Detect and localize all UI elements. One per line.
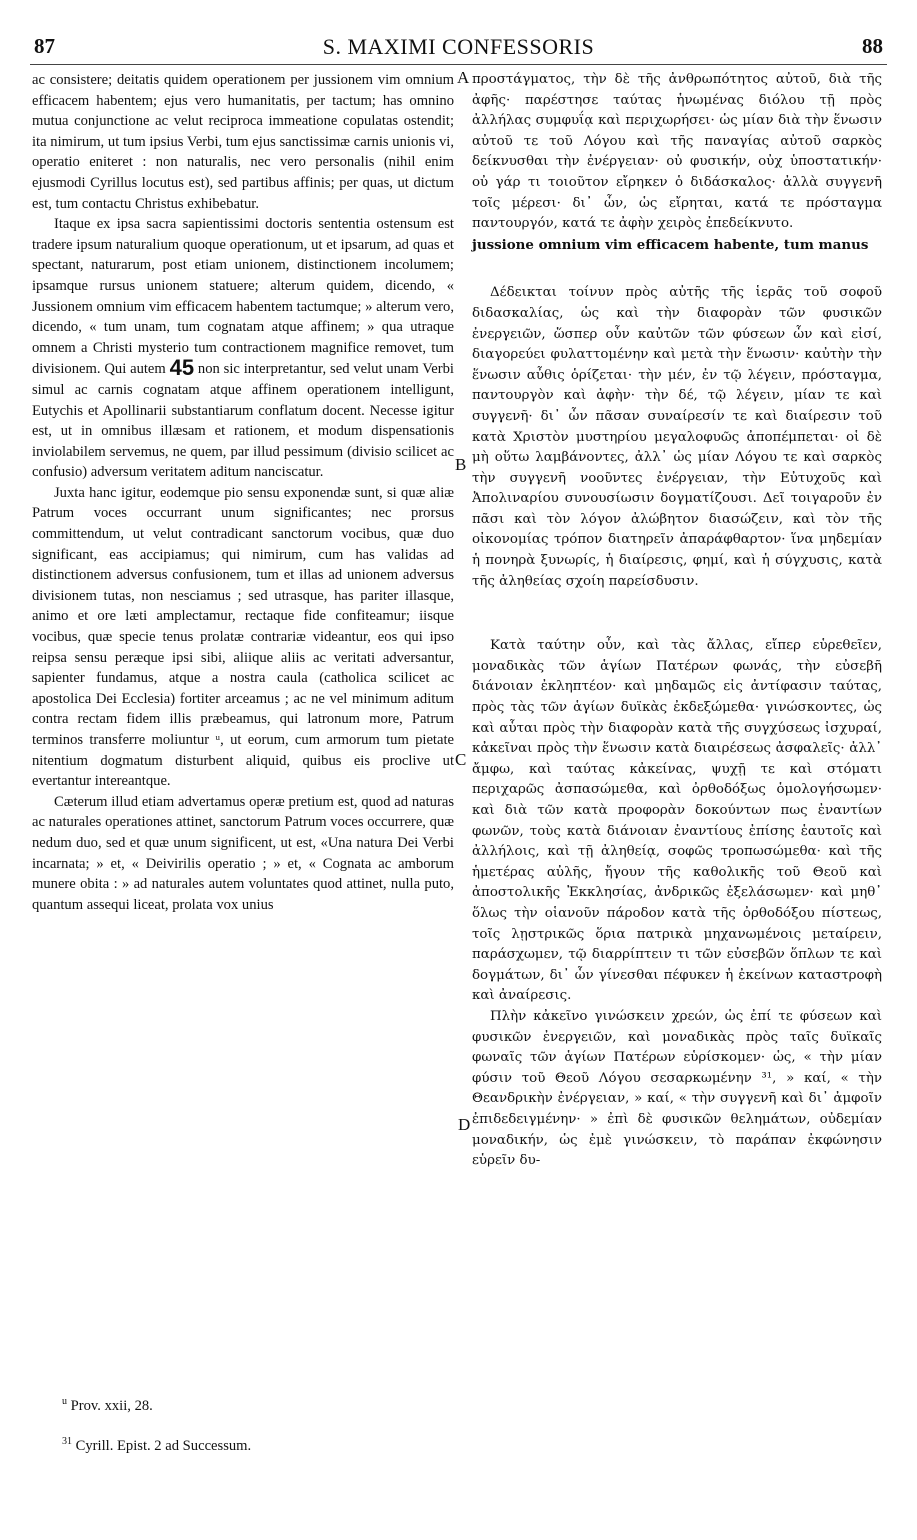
margin-marker-d: D [458, 1115, 471, 1134]
greek-paragraph-3: Κατὰ ταύτην οὖν, καὶ τὰς ἄλλας, εἴπερ εὑρεθεῖεν, μοναδικὰς τῶν ἁγίων Πατέρων φωνάς, τὴν εὐσεβῆ διάνοιαν ἐκληπτέον· καὶ μηδαμῶς εἰς ἀντίφασιν ταύτας, πρὸς τὰς τῶν ἁγίων δυϊκὰς ἐκδεξώμεθα· γινώσκοντες, ὡς καὶ αὗται πρὸς τὴν διαφορὰν κατὰ τῆς συγχύσεως ἰσχυραί, κἀκεῖναι πρὸς τὴν ἕνωσιν κατὰ διαιρέσεως ἀσφαλεῖς· ἀλλ᾿ ἄμφω, καὶ ταύτας κἀκείνας, ψυχῇ τε καὶ στόματι περιχαρῶς ἀσπασώμεθα, καὶ ὀρθοδόξως ὁμολογήσωμεν· καὶ διὰ τῶν κατὰ προφορὰν δοκούντων πως ἐναντίων φωνῶν, τοὺς κατὰ διάνοιαν ἐναντίους ἐπίσης ἑαυτοῖς καὶ ἀλλήλοις, καὶ τῇ ἀληθείᾳ, σοφῶς τροπωσώμεθα· καὶ τῆς ἡμετέρας αὐλῆς, ἤγουν τῆς καθολικῆς τοῦ Θεοῦ καὶ ἀποστολικῆς Ἐκκλησίας, ἀνδρικῶς ἐξελάσωμεν· καὶ μηθ᾿ ὅλως τὴν οἱανοῦν πάροδον κατὰ τῆς ὀρθοδόξου πίστεως, τοῖς λῃστρικῶς ὅρια πατρικὰ μηχανωμένοις μεταίρειν, παράσχωμεν, τῷ διαρρίπτειν τι τῶν εὐσεβῶν ὅπλων τε καὶ δογμάτων, δι᾿ ὧν γίνεσθαι πέφυκεν ἡ ἐκείνων καταστροφὴ καὶ ἀναίρεσις. [472, 638, 882, 1004]
footnote-u-mark: u [62, 1396, 67, 1407]
page-header [30, 34, 887, 64]
page-number-left: 87 [34, 34, 55, 58]
column-number: 45 [169, 355, 195, 381]
footnote-31-text: Cyrill. Epist. 2 ad Successum. [75, 1437, 252, 1454]
latin-paragraph-4: Cæterum illud etiam advertamus operæ pretium est, quod ad naturas ac naturales operationes attinet, sanctorum Patrum voces occurrere, quæ nedum duo, sed et quæ unum significent, ut est, «Una natura Dei Verbi incarnata; » et, « Deivirilis operatio ; » et, « Cognata ac amborum munere obita : » ad naturales autem voluntates quod attinet, nulla puto, quantum assequi liceat, prolata vox unius [32, 793, 454, 913]
page-number-right: 88 [862, 34, 883, 58]
footnote-31 [62, 1432, 562, 1456]
latin-paragraph-2-text-b: non sic interpretantur, sed velut unam Verbi simul ac carnis cognatam atque affinem operationem intelligunt, Eutychis et Apollinarii substantiarum conflatum docent. Necesse igitur est, ut in omnibus illæsam et rationem, et modum dispensationis inviolabilem servemus, ne quem, par illud pessimum (divisio scilicet ac confusio) adversum veritatem aditum nanciscatur. [32, 361, 454, 481]
latin-bridge-line: jussione omnium vim efficacem habente, tum manus [472, 236, 869, 253]
header-rule [30, 64, 887, 65]
greek-paragraph-4: Πλὴν κἀκεῖνο γινώσκειν χρεών, ὡς ἐπί τε φύσεων καὶ φυσικῶν ἐνεργειῶν, καὶ μοναδικὰς πρὸς ταῖς δυϊκαῖς φωναῖς τῶν ἁγίων Πατέρων εὑρίσκομεν· ὡς, « τὴν μίαν φύσιν τοῦ Θεοῦ Λόγου σεσαρκωμένην ³¹, » καί, « τὴν Θεανδρικὴν ἐνέργειαν, » καί, « τὴν συγγενῆ καὶ δι᾿ ἀμφοῖν ἐπιδεδειγμένην· » ἐπὶ δὲ φυσικῶν θελημάτων, οὐδεμίαν μοναδικήν, ὡς ἐμὲ γινώσκειν, τὸ παράπαν ἐκφώνησιν εὑρεῖν δυ- [472, 1008, 882, 1169]
latin-column [32, 70, 454, 915]
margin-marker-b: B [455, 455, 467, 474]
running-title: S. MAXIMI CONFESSORIS [322, 34, 595, 59]
footnote-u-text: Prov. xxii, 28. [70, 1397, 153, 1414]
margin-marker-c: C [455, 750, 467, 769]
latin-paragraph-2 [32, 214, 454, 483]
latin-paragraph-2-text-a: Itaque ex ipsa sacra sapientissimi doctoris sententia ostensum est tradere ipsum naturalium quoque operationum, ut et ipsarum, ad quas et spectant, naturarum, post etiam unionem, distinctionem incolumem; ipsamque rursus unionem statuere; alterum quidem, dicendo, « Jussionem omnium vim efficacem habentem tactumque; » alterum vero, dicendo, « tum unam, tum cognatam atque affinem; » qua utraque omnem a Christi mysterio tum contractionem magnifice removet, tum divisionem. Qui autem [32, 216, 454, 378]
latin-paragraph-1: ac consistere; deitatis quidem operationem per jussionem vim omnium efficacem habentem; ejus vero humanitatis, per tactum; has omnino mutua conjunctione ac velut reciproca immeatione copulatas ostendit; ita nimirum, ut tum ipsius Verbi, tum ejus sanctissimæ carnis unionis vi, operatio eniteret : non naturalis, nec vero personalis (nihil enim ejusmodi Cyrillus locutus est), sed partibus affinis; per quas, ut dictum est, tum contactu Christus exhibebatur. [32, 72, 454, 212]
footnote-u [62, 1392, 562, 1416]
footnotes [62, 1392, 562, 1456]
latin-paragraph-3: Juxta hanc igitur, eodemque pio sensu exponendæ sunt, si quæ aliæ Patrum voces occurrant unum significantes; nec prorsus committendum, ut velut contradicant sanctorum vocibus, quæ duo significant, eas accipiamus; qui nimirum, cum has validas ad distinctionem adversus confusionem, tum et illas ad unionem adversus divisionem tutas, non nesciamus ; sed utrasque, has pariter illasque, animo et ore læti amplectamur, rectaque fide confiteamur; iisque vocibus, quæ specie tenus prolatæ contrariæ videantur, eos qui ipso reipsa sensu peræque ipsi sibi, aliique aliis ac veritati adversantur, sapienter fundamus, atque a nostra caula (catholica scilicet ac apostolica Dei Ecclesia) fortiter arceamus ; ac ne vel minimum aditum contra rectam fidem illis præbeamus, qui latronum more, Patrum terminos transferre moliuntur ᵘ, ut eorum, cum armorum tum pietate nitentium dogmatum disturbent aliquid, quibus eis proclive ut evertantur intereantque. [32, 484, 454, 790]
greek-paragraph-2: Δέδεικται τοίνυν πρὸς αὐτῆς τῆς ἱερᾶς τοῦ σοφοῦ διδασκαλίας, ὡς καὶ τὴν διαφορὰν τῶν φυσικῶν ἐνεργειῶν, ὥσπερ οὖν καὐτῶν τῶν φύσεων ὧν καὶ εἰσί, διαγορεύει φυλαττομένην καὶ μετὰ τὴν ἕνωσιν· καὐτὴν τὴν ἕνωσιν αὖθις ὁρίζεται· τὴν μέν, ἐν τῷ λέγειν, πρόσταγμα, παντουργὸν καὶ ἀφὴν· τὴν δέ, τῷ λέγειν, μίαν τε καὶ συγγενῆ· δι᾿ ὧν πᾶσαν συναίρεσίν τε καὶ διαίρεσιν τοῦ κατὰ Χριστὸν μυστηρίου μεγαλοφυῶς ἀποπέμπεται· οἱ δὲ μὴ οὕτω λαμβάνοντες, ἀλλ᾿ ὡς μίαν Λόγου τε καὶ σαρκὸς τὴν συγγενῆ νοοῦντες ἐνέργειαν, τὴν Εὐτυχοῦς καὶ Ἀπολιναρίου συνουσίωσιν δογματίζουσι. Δεῖ τοιγαροῦν ἐν πᾶσι καὶ τὸν λόγον ἀλώβητον διασώζειν, καὶ τὸν τῆς οἰκονομίας τρόπον διατηρεῖν ἀπαράφθαρτον· ἵνα μηδεμίαν ἡ πονηρὰ ξυνωρίς, ἡ διαίρεσις, φημί, καὶ ἡ σύγχυσις, κατὰ τῆς ἀληθείας σχοίη παρείσδυσιν. [472, 285, 882, 589]
margin-marker-a: A [457, 68, 470, 87]
greek-column [472, 70, 882, 1172]
footnote-31-mark: 31 [62, 1435, 72, 1447]
greek-paragraph-1: προστάγματος, τὴν δὲ τῆς ἀνθρωπότητος αὐτοῦ, διὰ τῆς ἀφῆς· παρέστησε ταύτας ἡνωμένας διόλου τῇ πρὸς ἀλλήλας συμφυΐᾳ καὶ περιχωρήσει· ὡς μίαν διὰ τὴν ἕνωσιν αὐτοῦ τε τοῦ Λόγου καὶ τῆς παναγίας αὐτοῦ σαρκὸς δείκνυσθαι τὴν ἐνέργειαν· οὐ φυσικήν, οὐχ ὑποστατικήν· οὐ γάρ τι τοιοῦτον εἴρηκεν ὁ διδάσκαλος· ἀλλὰ συγγενῆ τοῖς μέρεσι· δι᾿ ὧν, ὡς εἴρηται, κατά τε πρόσταγμα παντουργόν, κατά τε ἀφὴν χειρὸς ἐπεδείκνυτο. [472, 72, 882, 232]
